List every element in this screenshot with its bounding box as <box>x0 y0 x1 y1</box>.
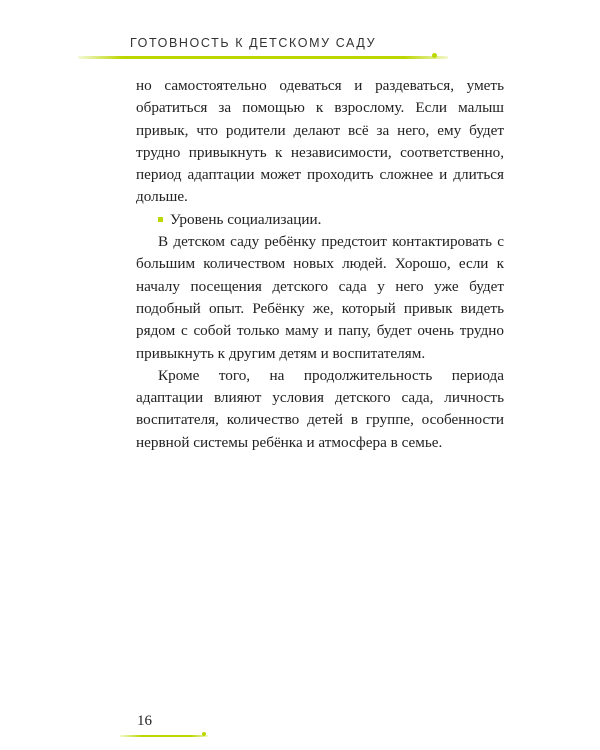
header-rule <box>78 56 448 59</box>
paragraph-continued: но самостоятельно одеваться и раздеваться, уметь обратиться за помощью к взрослому. Если малыш привык, что родители делают всё за него, ему будет трудно привыкнуть к независимости, соответственно, период адаптации может проходить сложнее и длиться дольше. <box>136 77 504 206</box>
bullet-item-label: Уровень социализации. <box>170 210 322 228</box>
square-bullet-icon <box>158 217 163 222</box>
body-text <box>136 75 504 454</box>
bullet-item <box>136 209 504 231</box>
footer-rule <box>120 735 208 737</box>
page-number: 16 <box>137 713 152 729</box>
running-header: ГОТОВНОСТЬ К ДЕТСКОМУ САДУ <box>130 36 377 50</box>
footer-dot <box>202 732 206 736</box>
paragraph-socialization: В детском саду ребёнку предстоит контактировать с большим количеством новых людей. Хорошо, если к началу посещения детского сада у него уже будет подобный опыт. Ребёнку же, который привык видеть рядом с собой только маму и папу, будет очень трудно привыкнуть к другим детям и воспитателям. <box>136 233 504 362</box>
paragraph-conditions: Кроме того, на продолжительность периода адаптации влияют условия детского сада, личность воспитателя, количество детей в группе, особенности нервной системы ребёнка и атмосфера в семье. <box>136 366 504 451</box>
header-dot <box>432 53 437 58</box>
